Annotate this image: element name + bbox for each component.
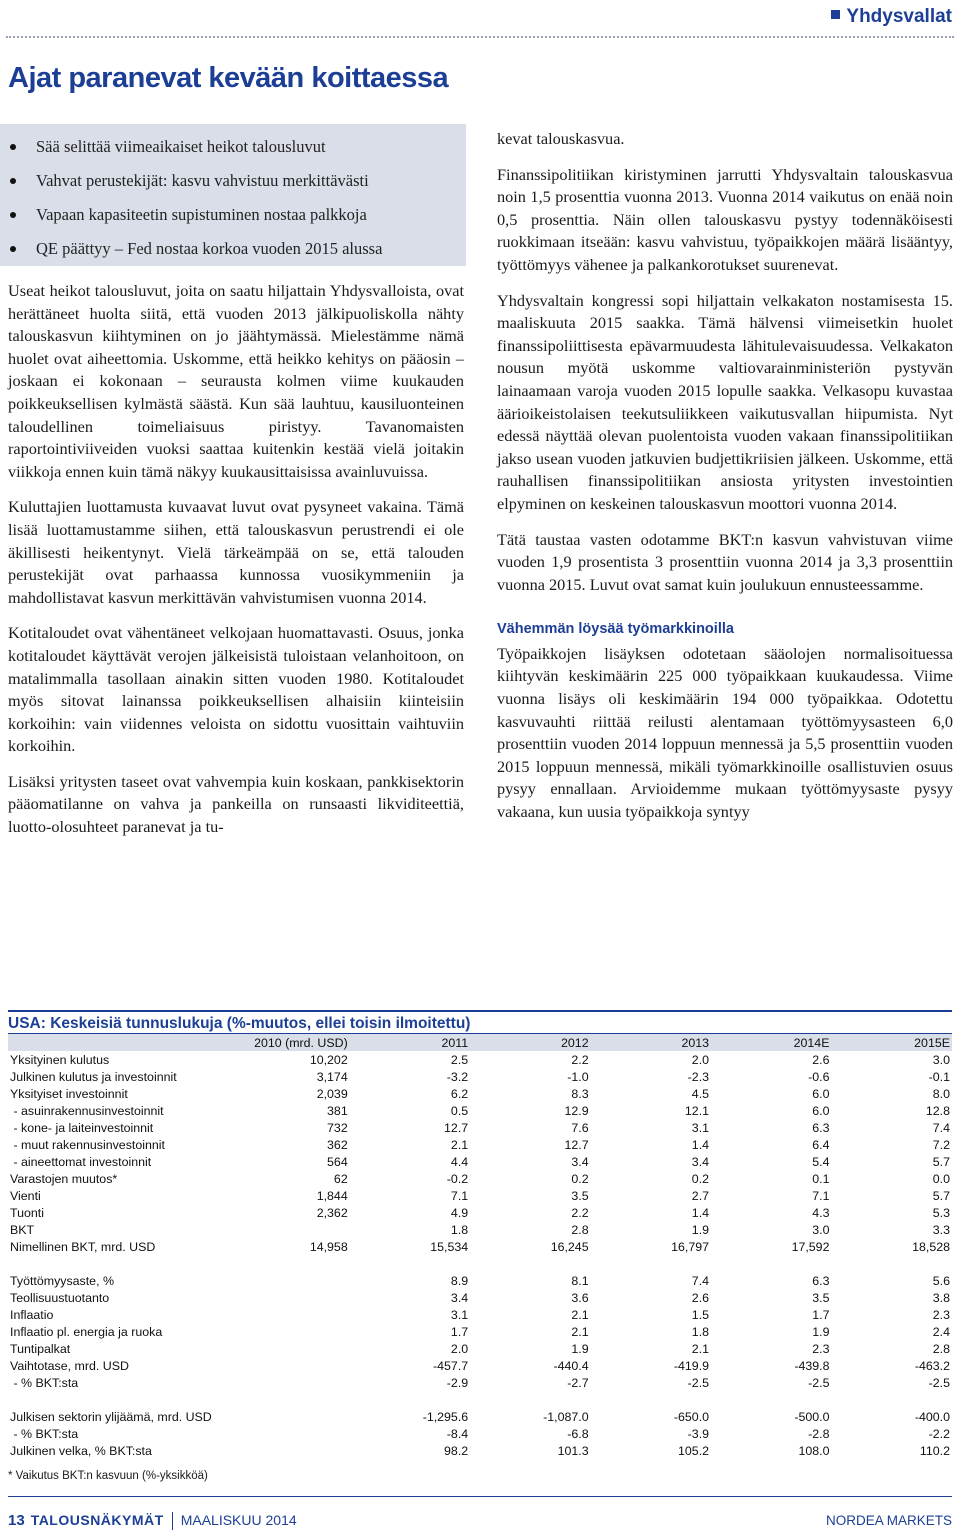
table-cell: 3.4 [691,1154,710,1169]
table-cell: 14,958 [309,1239,348,1254]
table-cell: 2.6 [812,1052,830,1067]
row-label: Inflaatio pl. energia ja ruoka [10,1324,163,1339]
table-cell: -0.6 [808,1069,830,1084]
spacer-row [8,1255,952,1272]
table-cell: -2.5 [928,1375,950,1390]
bullet-dot-icon [10,212,16,218]
table-cell: 0.2 [571,1171,589,1186]
table-cell: 16,797 [671,1239,710,1254]
dotted-divider [6,36,954,38]
table-cell [229,1323,349,1340]
column-header: 2013 [591,1034,711,1051]
row-label: Yksityinen kulutus [10,1052,110,1067]
table-cell: 2.8 [571,1222,589,1237]
table-cell: 7.4 [932,1120,950,1135]
table-cell: 3.6 [571,1290,589,1305]
key-points-box [0,124,466,266]
table-cell: 1,844 [316,1188,348,1203]
table-cell: 6.3 [812,1120,830,1135]
footer-rule [8,1496,952,1497]
table-cell: 7.1 [450,1188,469,1203]
table-cell: 2.5 [450,1052,469,1067]
table-cell: 98.2 [444,1443,469,1458]
table-cell: 3.0 [812,1222,830,1237]
bullet-item [0,130,466,164]
row-label: - muut rakennusinvestoinnit [10,1137,165,1152]
table-row [8,1187,952,1204]
table-cell: -457.7 [433,1358,469,1373]
bullet-text: QE päättyy – Fed nostaa korkoa vuoden 2015 alussa [36,239,383,258]
row-label: Varastojen muutos* [10,1171,118,1186]
table-row [8,1272,952,1289]
table-cell: 0.2 [691,1171,710,1186]
table-cell: 1.5 [691,1307,710,1322]
table-cell: -500.0 [794,1409,830,1424]
row-label: - % BKT:sta [10,1375,79,1390]
body-paragraph: Useat heikot talousluvut, joita on saatu hiljattain Yhdysvalloista, ovat herättäneet huolta siitä, että vuoden 2013 jälkipuoliskolla nähty talouskasvun kiihtyminen on jo jäähtymässä. Mielestämme nämä huolet ovat aiheettomia. Uskomme, että heikko kehitys on pääosin – joskaan ei kokonaan – seurausta kolmen viime kuukauden poikkeuksellisen kylmästä säästä. Kun sää lauhtuu, kausiluonteinen taloudellinen toimeliaisuus piristyy. Tavanomaisten raportointiviiveiden vuoksi saattaa kuitenkin kestää vielä joitakin viikkoja ennen kuin tämä näkyy kuukausittaisissa avainluvuissa. [8,281,464,481]
table-cell: 1.4 [691,1205,710,1220]
table-row [8,1442,952,1459]
table-cell: 6.3 [812,1273,830,1288]
table-cell: 3.3 [932,1222,950,1237]
table-header-row [8,1034,952,1051]
table-cell: 101.3 [557,1443,589,1458]
row-label: Tuonti [10,1205,44,1220]
key-points-list [0,124,466,266]
table-cell: -419.9 [673,1358,710,1373]
table-cell: 2.8 [932,1341,950,1356]
table-cell: 15,534 [430,1239,469,1254]
table-cell: 2,039 [316,1086,348,1101]
body-paragraph: Tätä taustaa vasten odotamme BKT:n kasvun vahvistuvan viime vuoden 1,9 prosentista 3 prosenttiin vuonna 2014 ja 3,3 prosenttiin vuonna 2015. Luvut ovat samat kuin joulukuun ennusteessamme. [497,529,953,594]
table-cell: 2.3 [932,1307,950,1322]
table-cell: 5.6 [932,1273,950,1288]
table-row [8,1357,952,1374]
key-figures-table [8,1034,952,1459]
table-row [8,1119,952,1136]
table-row [8,1068,952,1085]
row-label: Vaihtotase, mrd. USD [10,1358,129,1373]
table-row [8,1153,952,1170]
table-cell: 381 [327,1103,348,1118]
row-label: Tuntipalkat [10,1341,71,1356]
body-paragraph: Yhdysvaltain kongressi sopi hiljattain velkakaton nostamisesta 15. maaliskuuta 2015 saakka. Tämä hälvensi viimeisetkin huolet finanssipoliittisesta epävarmuudesta lähitulevaisuudessa. Velkakaton nousun myötä uskomme valtiovarainministeriön pystyvän lainaamaan varoja vuoden 2015 lopulle saakka. Velkasopu kuvastaa äärioikeistolaisen teekutsuliikkeen vaikutusvallan hiipumista. Nyt edessä näyttää olevan puolentoista vuoden vakaan finanssipolitiikan jakso usean vuoden jatkuvien budjettikriisien jälkeen. Uskomme, että rauhallisen finanssipolitiikan ansiosta yritysten investointien elpyminen on keskeinen talouskasvun moottori vuonna 2014. [497,290,953,513]
table-cell: 4.3 [812,1205,830,1220]
table-cell [229,1442,349,1459]
table-row [8,1170,952,1187]
table-cell: 110.2 [919,1443,950,1458]
row-label: Työttömyysaste, % [10,1273,114,1288]
table-cell: 2.2 [571,1205,589,1220]
table-cell [229,1289,349,1306]
footer-divider [172,1512,173,1530]
table-cell: 62 [333,1171,348,1186]
table-cell: 1.7 [812,1307,830,1322]
table-cell: 7.4 [691,1273,710,1288]
table-cell: 5.4 [812,1154,830,1169]
column-header [8,1034,229,1051]
table-cell: 3.0 [932,1052,950,1067]
column-header: 2015E [831,1034,952,1051]
bullet-dot-icon [10,246,16,252]
section-label: Yhdysvallat [846,6,952,27]
table-cell: 2.6 [691,1290,710,1305]
table-cell: 0.0 [932,1171,950,1186]
row-label: Julkisen sektorin ylijäämä, mrd. USD [10,1409,212,1424]
row-label: - % BKT:sta [10,1426,79,1441]
table-cell: 3.1 [450,1307,469,1322]
table-cell: -439.8 [794,1358,830,1373]
left-column [8,280,464,852]
table-cell: 17,592 [791,1239,830,1254]
table-cell: 1.9 [691,1222,710,1237]
table-cell: 5.7 [932,1188,950,1203]
table-footnote: * Vaikutus BKT:n kasvuun (%-yksikköä) [8,1470,208,1482]
table-cell: -1,087.0 [543,1409,589,1424]
table-row [8,1323,952,1340]
table-cell: 10,202 [309,1052,348,1067]
table-cell: 6.4 [812,1137,830,1152]
table-cell: 3.1 [691,1120,710,1135]
table-cell: 8.9 [450,1273,469,1288]
bullet-dot-icon [10,144,16,150]
table-cell: 0.1 [812,1171,830,1186]
table-cell: 2.3 [812,1341,830,1356]
table-cell: 3,174 [316,1069,348,1084]
table-cell: 7.1 [812,1188,830,1203]
table-row [8,1204,952,1221]
table-row [8,1221,952,1238]
body-paragraph: kevat talouskasvua. [497,129,625,148]
right-column-paragraphs [497,128,953,596]
table-cell: 105.2 [678,1443,710,1458]
table-title: USA: Keskeisiä tunnuslukuja (%-muutos, ellei toisin ilmoitettu) [8,1015,471,1032]
table-cell: -2.5 [687,1375,710,1390]
table-cell: 3.4 [450,1290,469,1305]
row-label: Nimellinen BKT, mrd. USD [10,1239,156,1254]
table-cell: 2.1 [450,1137,469,1152]
table-cell: 8.1 [571,1273,589,1288]
table-cell: -1,295.6 [422,1409,469,1424]
table-row [8,1340,952,1357]
bullet-dot-icon [10,178,16,184]
table-cell: 1.9 [571,1341,589,1356]
table-cell: 2.7 [691,1188,710,1203]
table-cell: 6.0 [812,1103,830,1118]
table-cell [229,1425,349,1442]
table-cell: 3.5 [571,1188,589,1203]
table-cell: 1.4 [691,1137,710,1152]
table-cell: 12.9 [564,1103,589,1118]
table-cell: 12.7 [564,1137,589,1152]
table-cell: 8.0 [932,1086,950,1101]
table-cell: 1.7 [450,1324,469,1339]
row-label: Yksityiset investoinnit [10,1086,128,1101]
table-cell: 3.8 [932,1290,950,1305]
bullet-item [0,198,466,232]
bullet-text: Sää selittää viimeaikaiset heikot talousluvut [36,137,326,156]
table-cell: -440.4 [553,1358,589,1373]
page-number: 13 [8,1512,25,1529]
table-cell: 2.1 [691,1341,710,1356]
table-cell: -1.0 [567,1069,589,1084]
body-paragraph: Finanssipolitiikan kiristyminen jarrutti Yhdysvaltain talouskasvua noin 1,5 prosenttia vuonna 2013. Vuonna 2014 vaikutus on enää noin 0,5 prosenttia. Näin ollen talouskasvu pystyy todennäköisesti ruokkimaan itseään: kasvu vahvistuu, työpaikkojen määrä lisääntyy, työttömyys vähenee ja palkankorotukset suurenevat. [497,164,953,274]
row-label: - kone- ja laiteinvestoinnit [10,1120,154,1135]
table-cell [229,1221,349,1238]
body-paragraph: Kotitaloudet ovat vähentäneet velkojaan huomattavasti. Osuus, jonka kotitaloudet käyttävät verojen jälkeisistä tuloistaan velanhoitoon, on matalimmalla tasollaan ainakin sitten vuoden 1980. Kotitaloudet myös sitovat lainanssa poikkeuksellisen alhaisiin kiinteisiin korkoihin: vain viidennes veloista on sidottu vuosittain vaihtuviin korkoihin. [8,623,464,756]
bullet-item [0,164,466,198]
table-cell: 5.7 [932,1154,950,1169]
table-cell [229,1374,349,1391]
column-header: 2011 [350,1034,470,1051]
table-cell: -2.9 [446,1375,469,1390]
square-icon [831,10,840,19]
table-cell: -6.8 [567,1426,589,1441]
table-cell: -0.2 [446,1171,469,1186]
column-header: 2014E [711,1034,831,1051]
row-label: - asuinrakennusinvestoinnit [10,1103,164,1118]
page-title: Ajat paranevat kevään koittaessa [8,62,449,94]
table-cell: -2.2 [928,1426,950,1441]
table-row [8,1289,952,1306]
table-row [8,1051,952,1068]
row-label: Teollisuustuotanto [10,1290,110,1305]
subheading: Vähemmän löysää työmarkkinoilla [497,621,734,638]
table-cell: 12.1 [684,1103,710,1118]
table-cell: 8.3 [571,1086,589,1101]
section-tag [831,6,952,28]
publication-name: TALOUSNÄKYMÄT [30,1512,164,1528]
table-cell [229,1272,349,1289]
table-cell: -2.7 [567,1375,589,1390]
table-cell: 12.7 [444,1120,469,1135]
table-cell: 2.0 [450,1341,469,1356]
table-cell: 2.0 [691,1052,710,1067]
table-cell: -2.3 [687,1069,710,1084]
table-cell: -463.2 [914,1358,950,1373]
bullet-item [0,232,466,266]
table-cell: 5.3 [932,1205,950,1220]
row-label: Julkinen kulutus ja investoinnit [10,1069,177,1084]
row-label: Julkinen velka, % BKT:sta [10,1443,152,1458]
table-cell: 2.1 [571,1307,589,1322]
table-cell [229,1408,349,1425]
table-cell: 6.2 [450,1086,469,1101]
body-paragraph: Lisäksi yritysten taseet ovat vahvempia kuin koskaan, pankkisektorin pääomatilanne on vahva ja pankeilla on runsaasti likviditeettiä, luotto-olosuhteet paranevat ja tu- [8,771,464,837]
body-paragraph: Työpaikkojen lisäyksen odotetaan sääolojen normalisoituessa kiihtyvän keskimäärin 225 000 työpaikkaan kuukaudessa. Viime vuonna lisäys oli keskimäärin 194 000 työpaikkaa. Odotettu kasvuvauhti riittää reilusti alentamaan työttömyysasteen 6,0 prosenttiin vuoden 2014 loppuun mennessä ja 5,5 prosenttiin vuoden 2015 loppuun mennessä, mikäli työmarkkinoille osallistuvien osuus pysyy ennallaan. Arvioidemme mukaan työttömyysaste pysyy vakaana, kun uusia työpaikkoja syntyy [497,643,953,822]
table-cell: 732 [327,1120,348,1135]
table-cell: 3.4 [571,1154,589,1169]
table-cell: -0.1 [928,1069,950,1084]
table-cell: 108.0 [798,1443,830,1458]
table-cell: 4.5 [691,1086,710,1101]
table-cell: -650.0 [673,1409,710,1424]
table-cell: 2.2 [571,1052,589,1067]
table-cell: 6.0 [812,1086,830,1101]
table-row [8,1374,952,1391]
table-cell: 2.4 [932,1324,950,1339]
table-cell: 2.1 [571,1324,589,1339]
table-cell: -400.0 [914,1409,950,1424]
table-top-rule [8,1010,952,1012]
table-cell: 7.6 [571,1120,589,1135]
table-cell: -3.2 [446,1069,469,1084]
table-cell: -2.5 [808,1375,830,1390]
table-cell: 7.2 [932,1137,950,1152]
table-row [8,1425,952,1442]
footer-left [8,1512,297,1530]
column-header: 2012 [470,1034,590,1051]
table-row [8,1136,952,1153]
table-cell: -8.4 [446,1426,469,1441]
table-cell: -3.9 [687,1426,710,1441]
column-header: 2010 (mrd. USD) [229,1034,349,1051]
table-row [8,1408,952,1425]
table-cell [229,1340,349,1357]
bullet-text: Vahvat perustekijät: kasvu vahvistuu merkittävästi [36,171,369,190]
table-cell: 1.9 [812,1324,830,1339]
table-cell: 18,528 [912,1239,950,1254]
table-cell: 3.5 [812,1290,830,1305]
table-cell: 0.5 [450,1103,469,1118]
table-cell: 564 [327,1154,348,1169]
table-row [8,1306,952,1323]
row-label: - aineettomat investoinnit [10,1154,152,1169]
table-cell: 4.4 [450,1154,469,1169]
spacer-row [8,1391,952,1408]
row-label: Vienti [10,1188,41,1203]
row-label: Inflaatio [10,1307,54,1322]
body-paragraph: Kuluttajien luottamusta kuvaavat luvut ovat pysyneet vakaina. Tämä lisää luottamustamme siihen, että talouskasvun perustrendi ei ole äkillisesti heikentynyt. Vielä tärkeämpää on se, että talouden perustekijät ovat parhaassa kunnossa vuosikymmeniin ja mahdollistavat kasvun merkittävän vahvistumisen vuonna 2014. [8,497,464,607]
table-cell [229,1357,349,1374]
table-cell: -2.8 [808,1426,830,1441]
table-cell: 2,362 [316,1205,348,1220]
issue-date: MAALISKUU 2014 [180,1512,297,1528]
right-column [497,128,953,824]
table-row [8,1238,952,1255]
table-cell: 4.9 [450,1205,469,1220]
table-cell: 1.8 [450,1222,469,1237]
table-cell: 12.8 [925,1103,950,1118]
table-cell: 16,245 [550,1239,589,1254]
table-cell: 1.8 [691,1324,710,1339]
row-label: BKT [10,1222,35,1237]
table-cell [229,1306,349,1323]
table-row [8,1102,952,1119]
table-row [8,1085,952,1102]
publisher: NORDEA MARKETS [825,1513,952,1528]
bullet-text: Vapaan kapasiteetin supistuminen nostaa palkkoja [36,205,367,224]
table-cell: 362 [327,1137,348,1152]
